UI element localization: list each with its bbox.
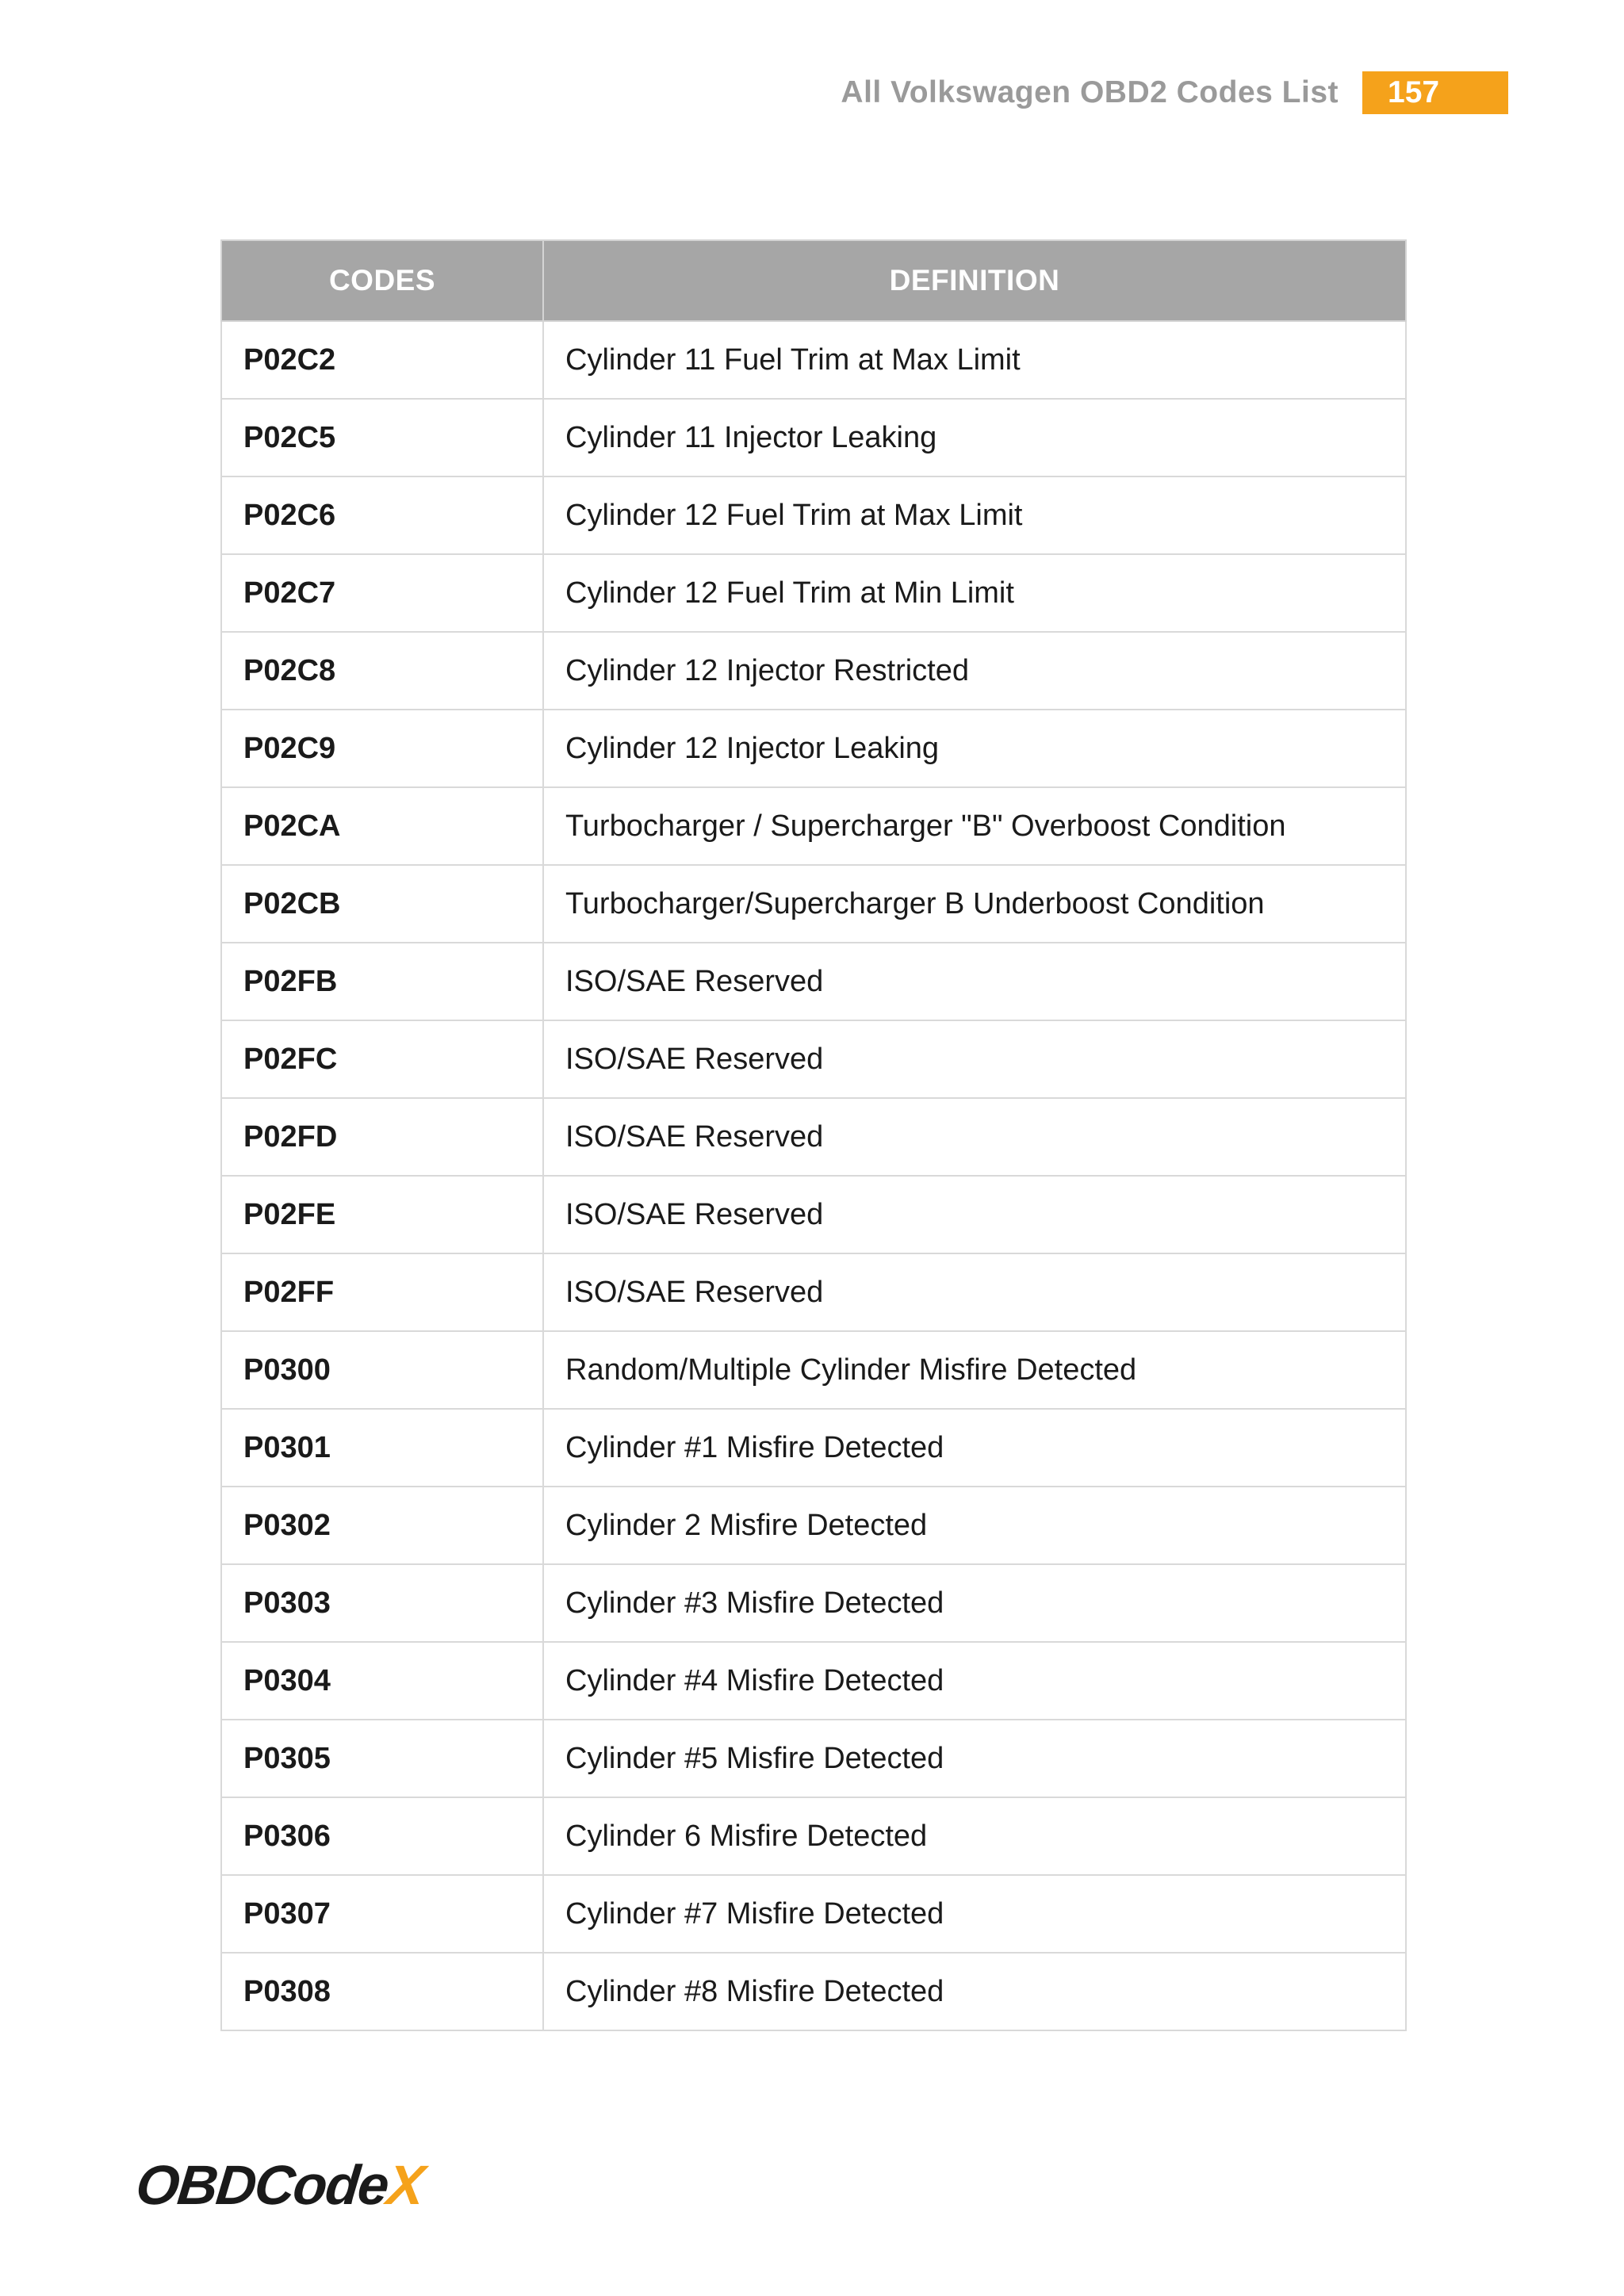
column-header-definition: DEFINITION (543, 240, 1406, 321)
table-row (221, 1564, 1406, 1642)
table-row (221, 476, 1406, 554)
logo-accent-text: X (384, 2154, 427, 2216)
definition-cell: Turbocharger / Supercharger "B" Overboost Condition (543, 787, 1406, 865)
code-cell: P02FB (221, 943, 543, 1020)
table-row (221, 1487, 1406, 1564)
table-row (221, 943, 1406, 1020)
definition-cell: Cylinder 11 Injector Leaking (543, 399, 1406, 476)
table-row (221, 1875, 1406, 1953)
code-cell: P02FC (221, 1020, 543, 1098)
definition-cell: Cylinder 12 Injector Leaking (543, 710, 1406, 787)
code-cell: P0307 (221, 1875, 543, 1953)
table-row (221, 1797, 1406, 1875)
definition-cell: ISO/SAE Reserved (543, 1098, 1406, 1176)
definition-cell: Cylinder 2 Misfire Detected (543, 1487, 1406, 1564)
code-cell: P0301 (221, 1409, 543, 1487)
definition-cell: Cylinder 12 Fuel Trim at Min Limit (543, 554, 1406, 632)
code-cell: P0303 (221, 1564, 543, 1642)
code-cell: P0305 (221, 1720, 543, 1797)
code-cell: P02FF (221, 1253, 543, 1331)
table-row (221, 632, 1406, 710)
definition-cell: Cylinder #7 Misfire Detected (543, 1875, 1406, 1953)
definition-cell: Cylinder #5 Misfire Detected (543, 1720, 1406, 1797)
column-header-codes: CODES (221, 240, 543, 321)
definition-cell: Cylinder 6 Misfire Detected (543, 1797, 1406, 1875)
definition-cell: ISO/SAE Reserved (543, 943, 1406, 1020)
code-cell: P02CB (221, 865, 543, 943)
table-row (221, 1642, 1406, 1720)
definition-cell: Cylinder 11 Fuel Trim at Max Limit (543, 321, 1406, 399)
definition-cell: Cylinder 12 Injector Restricted (543, 632, 1406, 710)
table-row (221, 1176, 1406, 1253)
table-row (221, 787, 1406, 865)
code-cell: P02C6 (221, 476, 543, 554)
table-row (221, 710, 1406, 787)
definition-cell: ISO/SAE Reserved (543, 1176, 1406, 1253)
table-row (221, 1253, 1406, 1331)
code-cell: P0308 (221, 1953, 543, 2030)
code-cell: P0306 (221, 1797, 543, 1875)
definition-cell: ISO/SAE Reserved (543, 1020, 1406, 1098)
table-row (221, 1720, 1406, 1797)
table-row (221, 321, 1406, 399)
code-cell: P02C2 (221, 321, 543, 399)
page-header (841, 71, 1508, 114)
logo-text: OBDCode (132, 2154, 391, 2216)
code-cell: P0300 (221, 1331, 543, 1409)
table-row (221, 865, 1406, 943)
obdcodex-logo (133, 2153, 427, 2217)
definition-cell: Cylinder #4 Misfire Detected (543, 1642, 1406, 1720)
code-cell: P02C5 (221, 399, 543, 476)
page-number-badge: 157 (1362, 71, 1508, 114)
definition-cell: Turbocharger/Supercharger B Underboost Condition (543, 865, 1406, 943)
code-cell: P02FD (221, 1098, 543, 1176)
definition-cell: Cylinder #8 Misfire Detected (543, 1953, 1406, 2030)
table-row (221, 1098, 1406, 1176)
definition-cell: Cylinder #1 Misfire Detected (543, 1409, 1406, 1487)
code-cell: P02C7 (221, 554, 543, 632)
code-cell: P02C9 (221, 710, 543, 787)
table-row (221, 1020, 1406, 1098)
code-cell: P02FE (221, 1176, 543, 1253)
codes-table (220, 239, 1407, 2031)
code-cell: P02CA (221, 787, 543, 865)
table-row (221, 1409, 1406, 1487)
code-cell: P02C8 (221, 632, 543, 710)
table-row (221, 554, 1406, 632)
definition-cell: Cylinder #3 Misfire Detected (543, 1564, 1406, 1642)
code-cell: P0304 (221, 1642, 543, 1720)
document-title: All Volkswagen OBD2 Codes List (841, 75, 1339, 109)
definition-cell: ISO/SAE Reserved (543, 1253, 1406, 1331)
definition-cell: Cylinder 12 Fuel Trim at Max Limit (543, 476, 1406, 554)
table-row (221, 1953, 1406, 2030)
table-row (221, 399, 1406, 476)
definition-cell: Random/Multiple Cylinder Misfire Detected (543, 1331, 1406, 1409)
table-header-row (221, 240, 1406, 321)
table-row (221, 1331, 1406, 1409)
table-body (221, 321, 1406, 2030)
code-cell: P0302 (221, 1487, 543, 1564)
